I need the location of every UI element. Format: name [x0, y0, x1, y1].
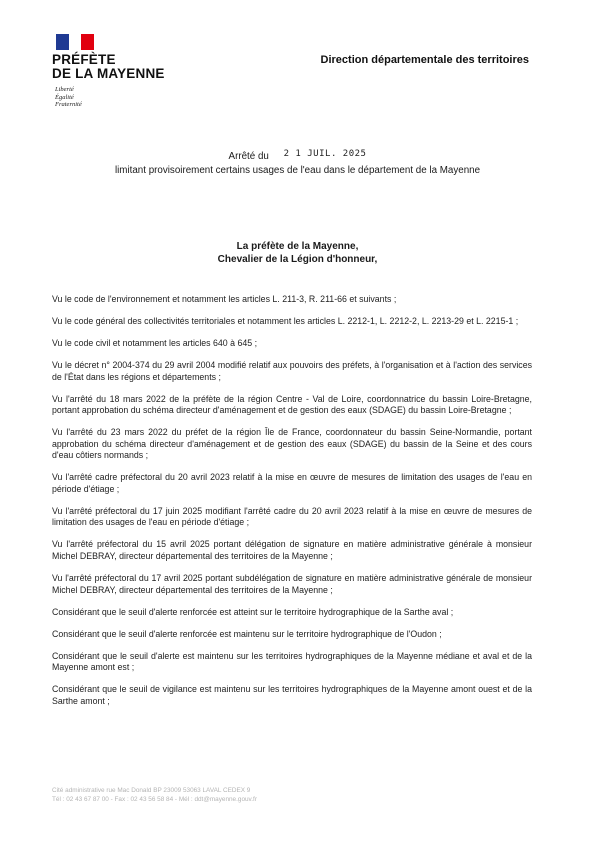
paragraph-vu-cgct: Vu le code général des collectivités territoriales et notamment les articles L. 2212-1, L. 2212-2, L. 2213-29 et L. 2215-1 ; — [52, 315, 519, 326]
page-footer — [52, 786, 257, 804]
motto-fraternite: Fraternité — [55, 101, 82, 109]
paragraph-considerant-oudon: Considérant que le seuil d'alerte renforcée est maintenu sur le territoire hydrographique de l'Oudon ; — [52, 628, 442, 639]
paragraph-vu-arrete-cadre: Vu l'arrêté cadre préfectoral du 20 avril 2023 relatif à la mise en œuvre de mesures de limitation des usages de l'eau en période d'étiage ; — [52, 472, 532, 494]
decree-title — [52, 150, 543, 177]
motto-liberte: Liberté — [55, 86, 74, 93]
authority-line1: La préfète de la Mayenne, — [236, 241, 359, 252]
prefecture-name-line2: DE LA MAYENNE — [52, 66, 165, 81]
authority-line2: Chevalier de la Légion d'honneur, — [217, 254, 378, 265]
footer-contact: Tél : 02 43 67 87 00 - Fax : 02 43 56 58 84 - Mél : ddt@mayenne.gouv.fr — [52, 796, 257, 803]
paragraph-vu-code-civil: Vu le code civil et notamment les articles 640 à 645 ; — [52, 337, 258, 348]
paragraph-considerant-sarthe-aval: Considérant que le seuil d'alerte renforcée est atteint sur le territoire hydrographique de la Sarthe aval ; — [52, 606, 454, 617]
prefecture-name-line1: PRÉFÈTE — [52, 52, 116, 67]
page-header — [52, 34, 543, 114]
prefecture-name — [52, 53, 165, 81]
issuing-direction: Direction départementale des territoires — [320, 54, 529, 66]
paragraph-considerant-mayenne-mediane: Considérant que le seuil d'alerte est maintenu sur les territoires hydrographiques de la Mayenne médiane et aval et de la Mayenne amont est ; — [52, 650, 532, 673]
paragraph-vu-sdage-loire-bretagne: Vu l'arrêté du 18 mars 2022 de la préfète de la région Centre - Val de Loire, coordonnatrice du bassin Loire-Bretagne, portant approbation du schéma directeur d'aménagement et de gestion des eaux (SDAGE) du bassin Loire-Bretagne ; — [52, 393, 532, 416]
paragraph-vu-decret-2004: Vu le décret n° 2004-374 du 29 avril 2004 modifié relatif aux pouvoirs des préfets, à l'organisation et à l'action des services de l'État dans les régions et départements ; — [52, 359, 532, 382]
paragraph-vu-sdage-seine-normandie: Vu l'arrêté du 23 mars 2022 du préfet de la région Île de France, coordonnateur du bassin Seine-Normandie, portant approbation du schéma directeur d'aménagement et de gestion des eaux (SDAGE) du bassin de la Seine et des cours d'eau côtiers normands ; — [52, 427, 532, 461]
decree-body — [52, 294, 532, 718]
signing-authority — [52, 240, 543, 266]
paragraph-considerant-vigilance: Considérant que le seuil de vigilance est maintenu sur les territoires hydrographiques de la Mayenne amont ouest et de la Sarthe amont ; — [52, 684, 532, 706]
footer-address: Cité administrative rue Mac Donald BP 23009 53063 LAVAL CEDEX 9 — [52, 787, 251, 794]
motto-egalite: Égalité — [55, 93, 74, 101]
paragraph-vu-arrete-modificatif: Vu l'arrêté préfectoral du 17 juin 2025 modifiant l'arrêté cadre du 20 avril 2023 relatif à la mise en œuvre de mesures de limitation des usages de l'eau en période d'étiage ; — [52, 505, 532, 528]
paragraph-vu-subdelegation: Vu l'arrêté préfectoral du 17 avril 2025 portant subdélégation de signature en matière administrative générale de monsieur Michel DEBRAY, directeur départemental des territoires de la Mayenne ; — [52, 573, 532, 595]
date-stamp: 2 1 JUIL. 2025 — [283, 149, 367, 159]
marianne-logo-icon — [56, 34, 94, 50]
decree-label: Arrêté du — [228, 151, 269, 162]
republic-motto — [55, 86, 82, 109]
paragraph-vu-delegation: Vu l'arrêté préfectoral du 15 avril 2025 portant délégation de signature en matière administrative générale à monsieur Michel DEBRAY, directeur départemental des territoires de la Mayenne ; — [52, 539, 532, 562]
paragraph-vu-code-environnement: Vu le code de l'environnement et notamment les articles L. 211-3, R. 211-66 et suivants ; — [52, 294, 397, 304]
decree-subject: limitant provisoirement certains usages de l'eau dans le département de la Mayenne — [114, 165, 481, 176]
